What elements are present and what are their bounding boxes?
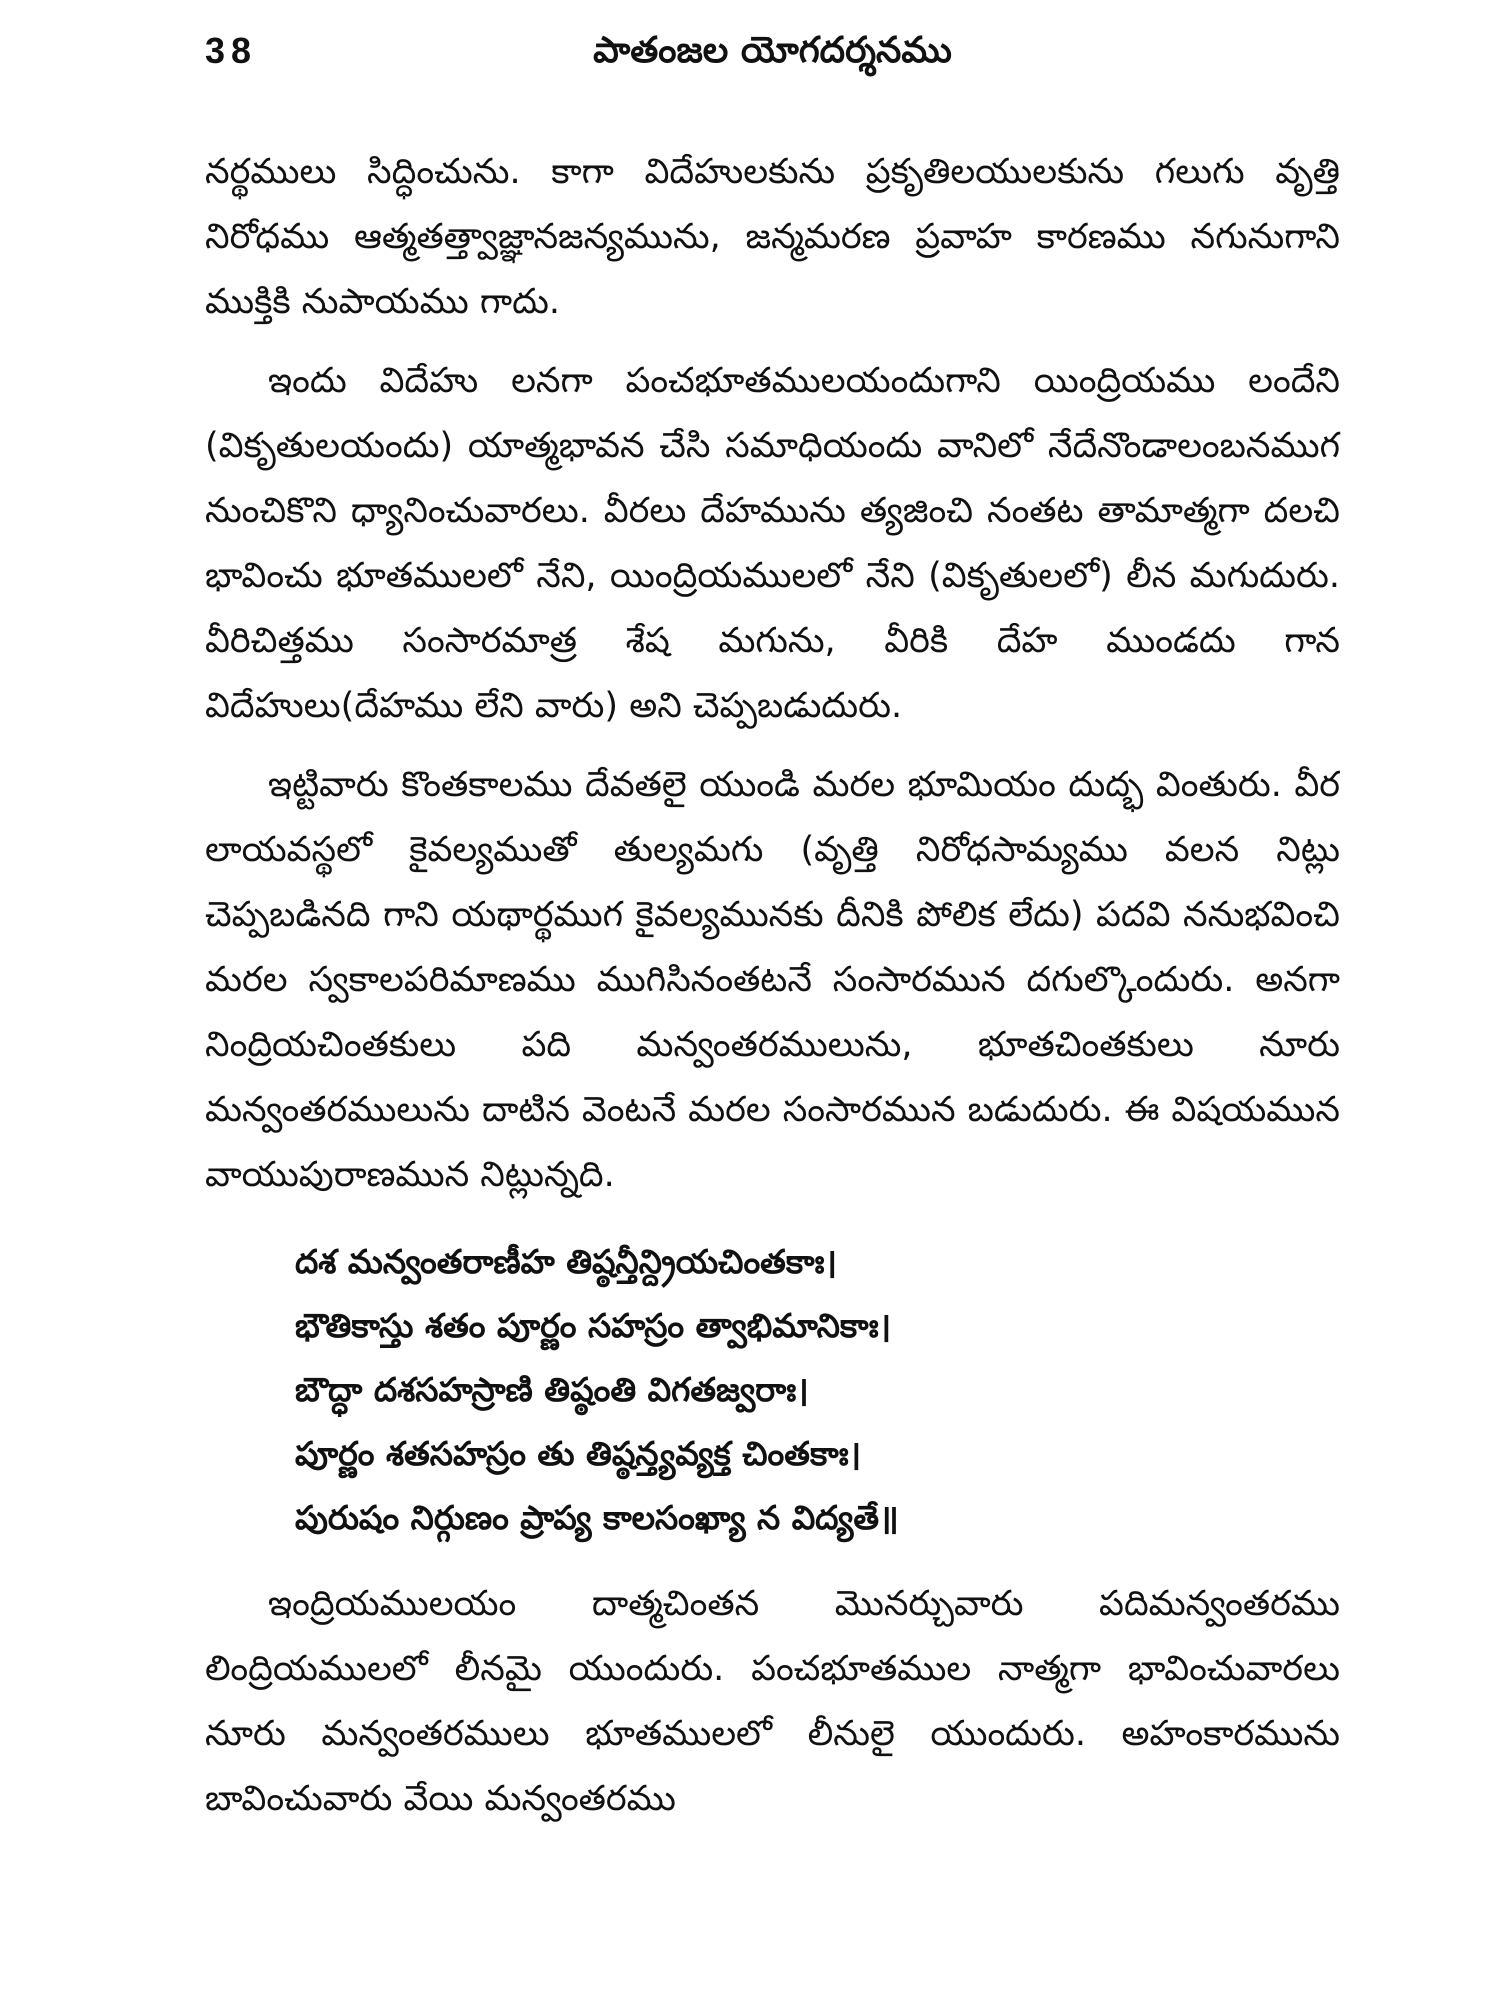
- verse-line: పూర్ణం శతసహస్రం తు తిష్ఠన్త్యవ్యక్త చింతకాః।: [295, 1434, 862, 1473]
- running-title: పాతంజల యోగదర్శనము: [593, 30, 952, 71]
- paragraph-1: నర్థములు సిద్ధించును. కాగా విదేహులకును ప్రకృతిలయులకును గలుగు వృత్తి నిరోధము ఆత్మతత్త్వాజ్ఞానజన్యమును, జన్మమరణ ప్రవాహ కారణము నగునుగాని ముక్తికి నుపాయము గాదు.: [205, 152, 1340, 322]
- verse-line: పురుషం నిర్గుణం ప్రాప్య కాలసంఖ్యా న విద్యతే॥: [295, 1498, 899, 1537]
- paragraph-3: ఇట్టివారు కొంతకాలము దేవతలై యుండి మరల భూమియం దుద్భ వింతురు. వీర లాయవస్థలో కైవల్యముతో తుల్యమగు (వృత్తి నిరోధసామ్యము వలన నిట్లు చెప్పబడినది గాని యథార్థముగ కైవల్యమునకు దీనికి పోలిక లేదు) పదవి ననుభవించి మరల స్వకాలపరిమాణము ముగిసినంతటనే సంసారమున దగుల్కొందురు. అనగా నింద్రియచింతకులు పది మన్వంతరములును, భూతచింతకులు నూరు మన్వంతరములును దాటిన వెంటనే మరల సంసారమున బడుదురు. ఈ విషయమున వాయుపురాణమున నిట్లున్నది.: [205, 765, 1340, 1195]
- verse-line: బౌద్ధా దశసహస్రాణి తిష్ఠంతి విగతజ్వరాః।: [295, 1370, 809, 1409]
- verse-line: భౌతికాస్తు శతం పూర్ణం సహస్రం త్వాభిమానికాః।: [295, 1306, 892, 1345]
- paragraph-2: ఇందు విదేహు లనగా పంచభూతములయందుగాని యింద్రియము లందేని (వికృతులయందు) యాత్మభావన చేసి సమాధియందు వానిలో నేదేనొండాలంబనముగ నుంచికొని ధ్యానించువారలు. వీరలు దేహమును త్యజించి నంతట తామాత్మగా దలచి భావించు భూతములలో నేని, యింద్రియములలో నేని (వికృతులలో) లీన మగుదురు. వీరిచిత్తము సంసారమాత్ర శేష మగును, వీరికి దేహ ముండదు గాన విదేహులు(దేహము లేని వారు) అని చెప్పబడుదురు.: [205, 361, 1340, 726]
- page-header: [205, 30, 1340, 90]
- verse-line: దశ మన్వంతరాణీహ తిష్ఠన్తీన్ద్రియచింతకాః।: [295, 1242, 838, 1281]
- body-text: [205, 140, 1340, 1846]
- page-number: 38: [205, 30, 258, 71]
- paragraph-4: ఇంద్రియములయం దాత్మచింతన మొనర్చువారు పదిమన్వంతరము లింద్రియములలో లీనమై యుందురు. పంచభూతముల నాత్మగా భావించువారలు నూరు మన్వంతరములు భూతములలో లీనులై యుందురు. అహంకారమును బావించువారు వేయి మన్వంతరము: [205, 1584, 1340, 1819]
- sanskrit-verse: [295, 1230, 1340, 1550]
